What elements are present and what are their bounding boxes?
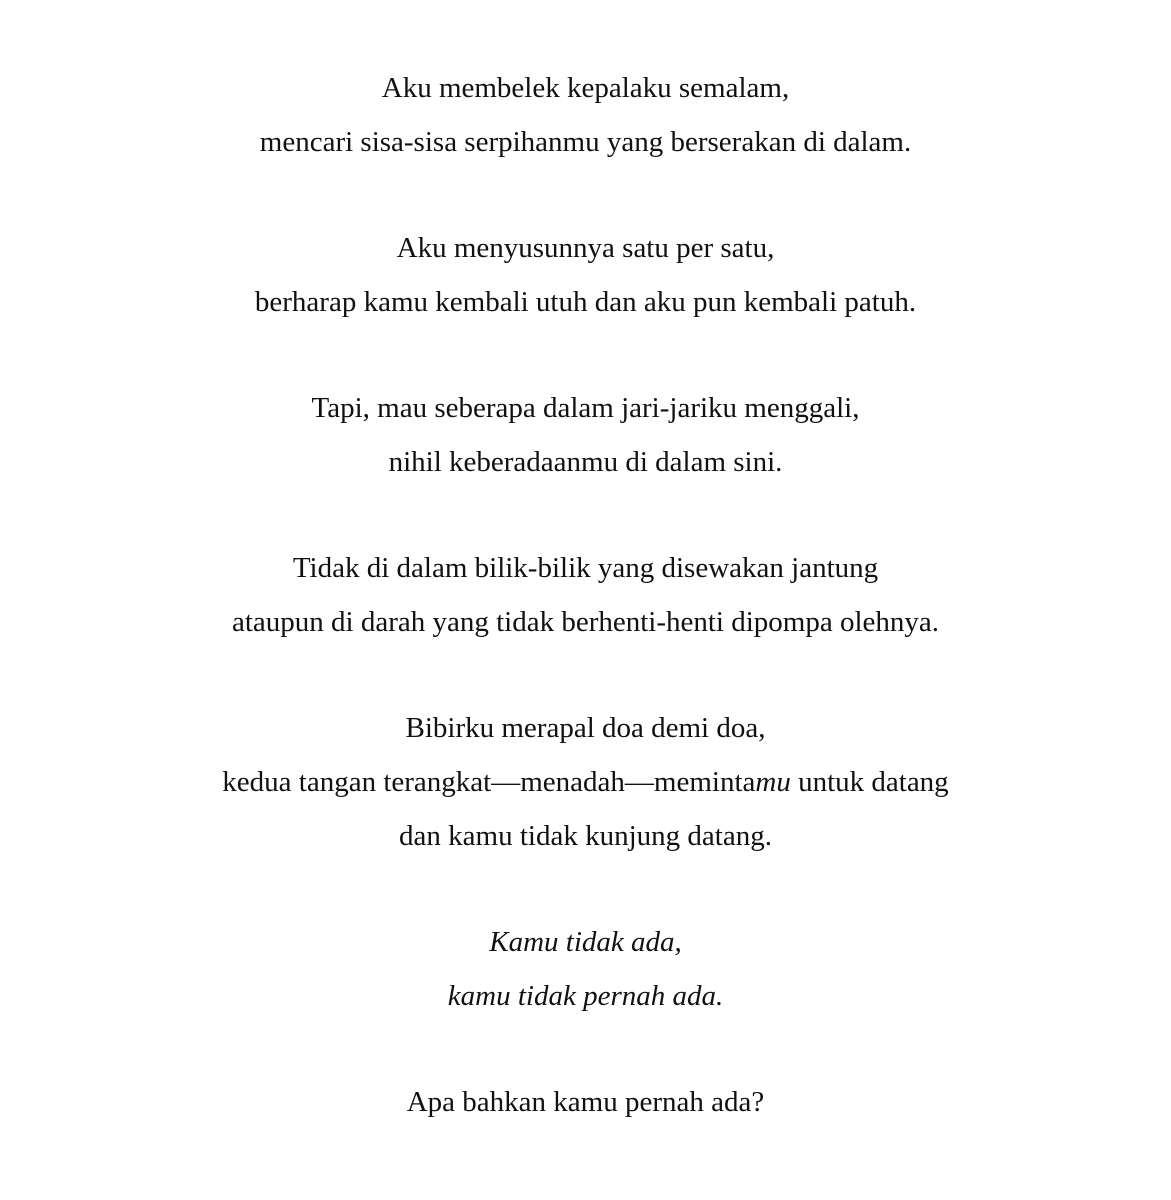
poem-line-italic: Kamu tidak ada, <box>489 926 682 958</box>
poem-line-segment: kedua tangan terangkat—menadah—meminta <box>222 766 756 798</box>
poem-line-emphasis: mu <box>755 766 791 798</box>
poem-line-mixed <box>0 762 1171 802</box>
poem-line: Apa bahkan kamu pernah ada? <box>406 1086 765 1118</box>
poem-line: dan kamu tidak kunjung datang. <box>399 820 772 852</box>
poem-line: Bibirku merapal doa demi doa, <box>405 712 766 744</box>
poem-line: Tapi, mau seberapa dalam jari-jariku menggali, <box>311 392 860 424</box>
poem-line: Aku menyusunnya satu per satu, <box>396 232 775 264</box>
poem-line: mencari sisa-sisa serpihanmu yang berserakan di dalam. <box>259 126 912 158</box>
poem-line: ataupun di darah yang tidak berhenti-henti dipompa olehnya. <box>231 606 940 638</box>
poem-line: Aku membelek kepalaku semalam, <box>381 72 790 104</box>
poem-line: nihil keberadaanmu di dalam sini. <box>388 446 783 478</box>
poem-line-italic: kamu tidak pernah ada. <box>447 980 724 1012</box>
poem-line-segment: untuk datang <box>790 766 949 798</box>
poem-line: Tidak di dalam bilik-bilik yang disewakan jantung <box>292 552 879 584</box>
poem-line: berharap kamu kembali utuh dan aku pun kembali patuh. <box>254 286 917 318</box>
